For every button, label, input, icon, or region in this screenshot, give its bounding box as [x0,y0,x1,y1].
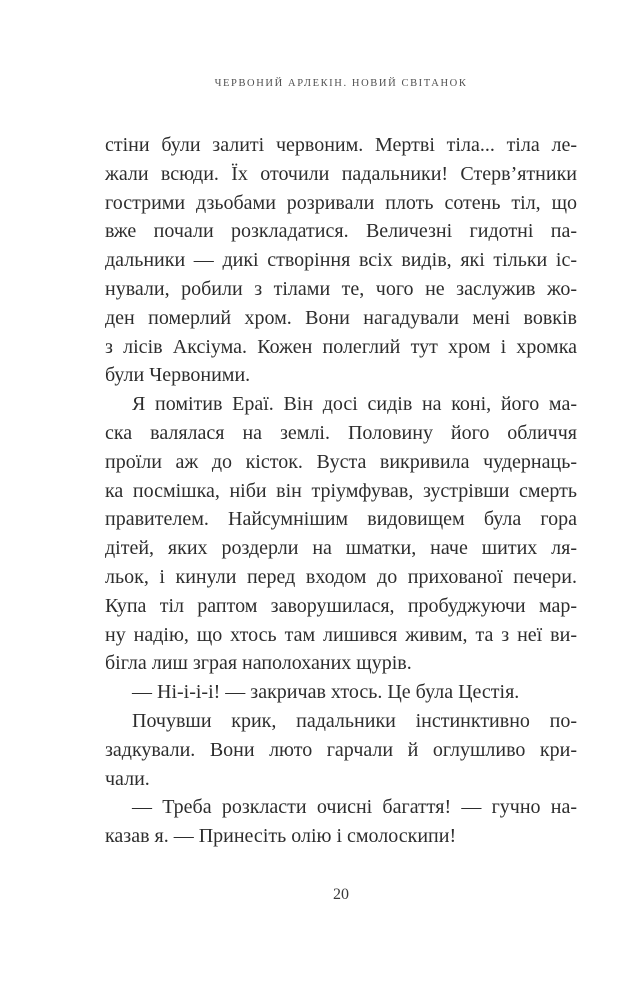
text-line: — Ні-і-і-і! — закричав хтось. Це була Цестія. [132,681,520,704]
text-line: ну надію, що хтось там лишився живим, та з неї ви- [105,623,577,646]
text-line: нували, робили з тілами те, чого не заслужив жо- [105,277,577,300]
text-line: льок, і кинули перед входом до прихованої печери. [105,565,577,588]
text-line: стіни були залиті червоним. Мертві тіла... тіла ле- [105,134,577,156]
text-line: ден померлий хром. Вони нагадували мені вовків [105,306,577,329]
text-line: чали. [105,767,150,790]
text-line: дітей, яких роздерли на шматки, наче шитих ля- [105,537,577,560]
text-line: Купа тіл раптом заворушилася, пробуджуючи мар- [105,594,577,617]
text-line: бігла лиш зграя наполоханих щурів. [105,652,412,675]
running-header: ЧЕРВОНИЙ АРЛЕКІН. НОВИЙ СВІТАНОК [214,78,468,89]
text-line: дальники — дикі створіння всіх видів, які тільки іс- [105,249,577,272]
text-line: Я помітив Ераї. Він досі сидів на коні, його ма- [132,393,577,416]
text-line: жали всюди. Їх оточили падальники! Стерв’ятники [105,162,577,185]
text-line: вже почали розкладатися. Величезні гидотні па- [105,220,577,243]
body-text [105,131,577,851]
text-line: ска валялася на землі. Половину його обличчя [105,421,577,444]
text-line: ка посмішка, ніби він тріумфував, зустрівши смерть [105,479,577,502]
text-line: проїли аж до кісток. Вуста викривила чудернаць- [105,450,577,473]
text-line: казав я. — Принесіть олію і смолоскипи! [105,825,457,848]
text-line: — Треба розкласти очисні багаття! — гучно на- [132,796,577,819]
text-line: гострими дзьобами розривали плоть сотень тіл, що [105,191,577,214]
text-line: Почувши крик, падальники інстинктивно по- [132,709,577,732]
text-line: задкували. Вони люто гарчали й оглушливо кри- [105,738,577,761]
text-line: правителем. Найсумнішим видовищем була гора [105,508,577,531]
text-line: з лісів Аксіума. Кожен полеглий тут хром і хромка [105,335,577,358]
text-line: були Червоними. [105,364,251,387]
page-number: 20 [333,886,349,903]
